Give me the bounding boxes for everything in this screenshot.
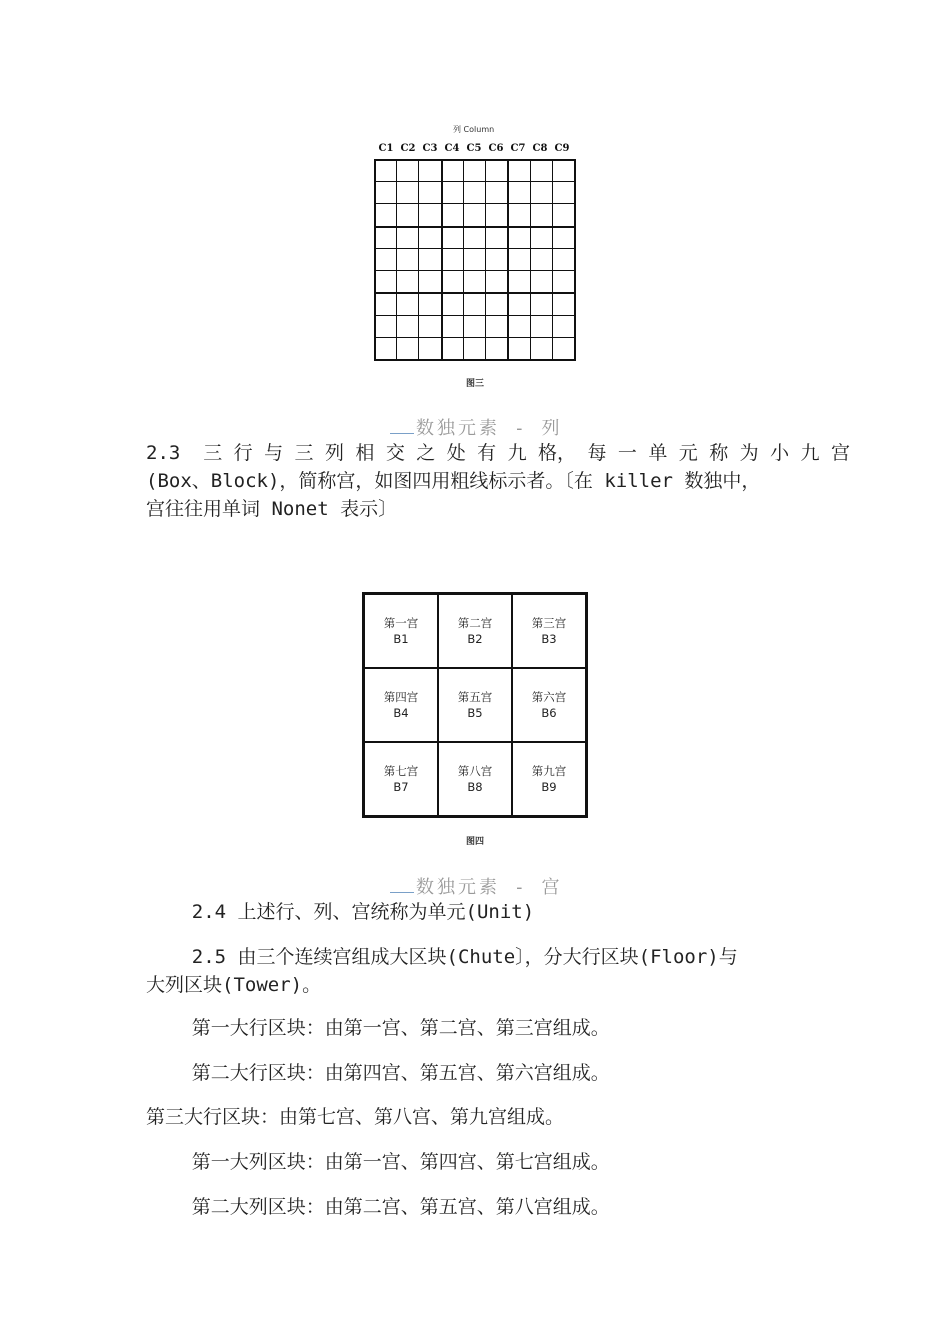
grid-line-horizontal [374,226,576,228]
figure3-caption-text: 数独元素 - 列 [416,418,563,439]
caption-underline [390,878,414,893]
box-cell [512,668,586,742]
grid-line-horizontal [374,292,576,294]
figure3-title: 列 Column [453,125,495,134]
grid-line-vertical [396,159,397,361]
box-name: 第八宫 [457,764,493,778]
figure3-caption [390,414,563,440]
column-header: C8 [532,143,548,154]
column-header: C9 [554,143,570,154]
box-cell [512,742,586,816]
box-code: B3 [541,632,557,646]
box-name: 第五宫 [457,690,493,704]
box-cell [364,594,438,668]
box-name: 第三宫 [531,616,567,630]
box-code: B7 [393,780,409,794]
figure4-label: 图四 [466,837,485,847]
column-header: C1 [378,143,394,154]
grid-line-horizontal [374,248,576,249]
box-code: B6 [541,706,557,720]
box-cell [438,594,512,668]
paragraph-2-3-line3: 宫往往用单词 Nonet 表示〕 [146,498,398,520]
grid-line-vertical [463,159,464,361]
grid-line-horizontal [374,159,576,161]
figure4-caption [390,873,563,899]
grid-line-vertical [374,159,376,361]
list-item: 第二大列区块：由第二宫、第五宫、第八宫组成。 [146,1196,610,1218]
sudoku-box-grid [362,592,588,818]
paragraph-2-3-line2: (Box、Block)，简称宫，如图四用粗线标示者。〔在 killer 数独中， [146,470,761,492]
column-header: C3 [422,143,438,154]
box-code: B8 [467,780,483,794]
grid-line-vertical [530,159,531,361]
box-code: B4 [393,706,409,720]
column-header: C4 [444,143,460,154]
grid-line-vertical [485,159,486,361]
box-name: 第四宫 [383,690,419,704]
figure4-caption-text: 数独元素 - 宫 [416,877,563,898]
grid-line-horizontal [374,337,576,338]
box-cell [438,742,512,816]
grid-line-horizontal [374,181,576,182]
column-header: C6 [488,143,504,154]
grid-line-vertical [574,159,576,361]
grid-line-vertical [441,159,443,361]
list-item: 第二大行区块：由第四宫、第五宫、第六宫组成。 [146,1062,610,1084]
grid-line-horizontal [374,359,576,361]
paragraph-2-5-line1: 2.5 由三个连续宫组成大区块(Chute〕，分大行区块(Floor)与 [146,946,738,968]
box-cell [438,668,512,742]
box-cell [364,668,438,742]
box-name: 第二宫 [457,616,493,630]
box-code: B2 [467,632,483,646]
paragraph-2-3-line1: 2.3 三 行 与 三 列 相 交 之 处 有 九 格， 每 一 单 元 称 为 小 九 宫 [146,442,850,464]
paragraph-2-5-line2: 大列区块(Tower)。 [146,974,322,996]
column-headers [375,143,575,155]
box-code: B9 [541,780,557,794]
grid-line-horizontal [374,203,576,204]
grid-line-vertical [507,159,509,361]
list-item: 第三大行区块：由第七宫、第八宫、第九宫组成。 [146,1106,565,1128]
caption-underline [390,419,414,434]
column-header: C7 [510,143,526,154]
paragraph-2-4: 2.4 上述行、列、宫统称为单元(Unit) [146,901,535,923]
sudoku-column-grid [374,159,576,361]
box-name: 第六宫 [531,690,567,704]
box-cell [512,594,586,668]
figure3-label: 图三 [466,379,485,389]
list-item: 第一大行区块：由第一宫、第二宫、第三宫组成。 [146,1017,610,1039]
box-name: 第一宫 [383,616,419,630]
box-cell [364,742,438,816]
grid-line-horizontal [374,270,576,271]
column-header: C5 [466,143,482,154]
grid-line-vertical [552,159,553,361]
grid-line-horizontal [374,315,576,316]
box-name: 第九宫 [531,764,567,778]
box-name: 第七宫 [383,764,419,778]
list-item: 第一大列区块：由第一宫、第四宫、第七宫组成。 [146,1151,610,1173]
box-code: B1 [393,632,409,646]
column-header: C2 [400,143,416,154]
grid-line-vertical [418,159,419,361]
box-code: B5 [467,706,483,720]
